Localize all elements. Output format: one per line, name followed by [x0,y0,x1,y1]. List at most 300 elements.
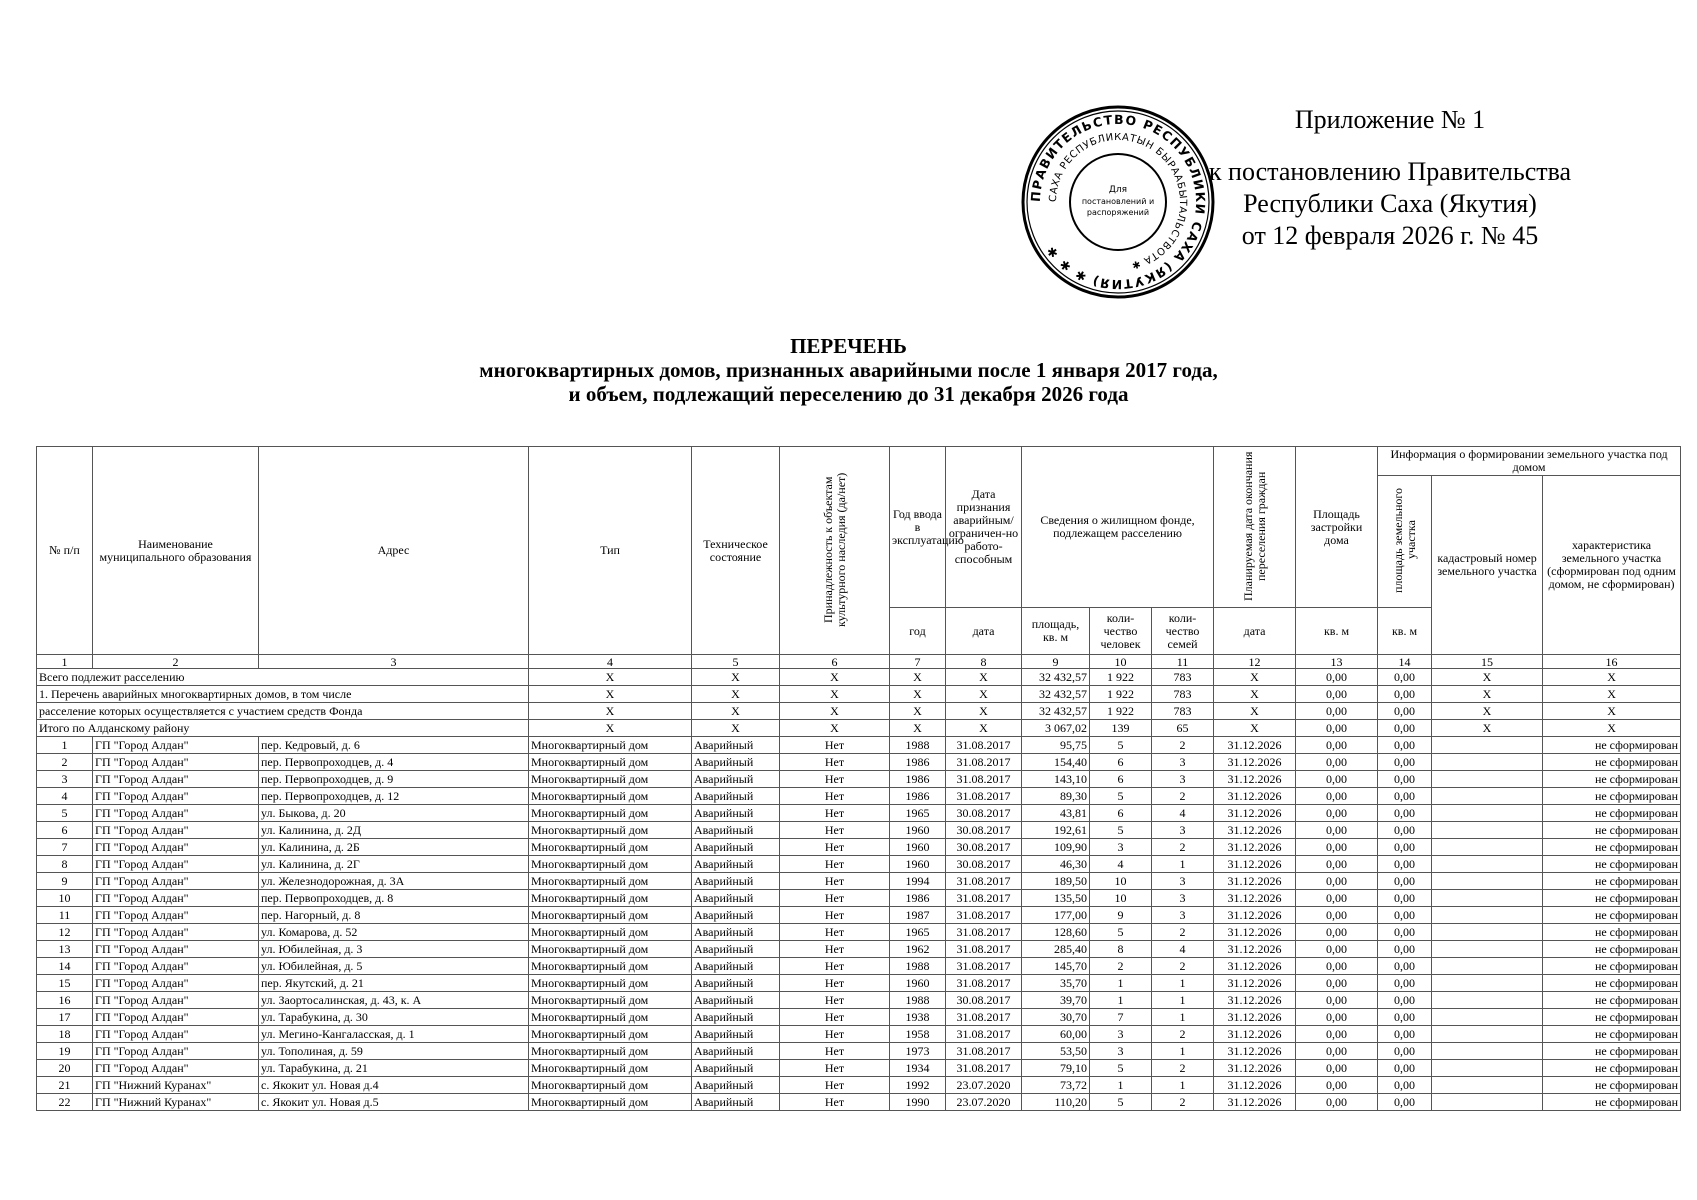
families-cell: 2 [1152,788,1214,805]
row-number: 20 [37,1060,93,1077]
families-cell: 3 [1152,907,1214,924]
table-row [37,924,1681,941]
summary-cell: X [692,686,780,703]
date-cell: 31.08.2017 [946,1043,1022,1060]
address-cell: ул. Заортосалинская, д. 43, к. А [259,992,529,1009]
land-area-cell: 0,00 [1378,1009,1432,1026]
municipality-cell: ГП "Нижний Куранах" [93,1094,259,1111]
header-housing-group: Сведения о жилищном фонде, подлежащем расселению [1022,447,1214,608]
summary-cell: X [780,686,890,703]
date-cell: 31.08.2017 [946,941,1022,958]
row-number: 22 [37,1094,93,1111]
table-row [37,839,1681,856]
column-number: 1 [37,655,93,669]
condition-cell: Аварийный [692,1077,780,1094]
land-char-cell: не сформирован [1543,1009,1681,1026]
families-cell: 1 [1152,856,1214,873]
planned-date-cell: 31.12.2026 [1214,992,1296,1009]
build-area-cell: 0,00 [1296,771,1378,788]
cadastral-cell [1432,873,1543,890]
area-cell: 95,75 [1022,737,1090,754]
summary-label: Всего подлежит расселению [37,669,529,686]
municipality-cell: ГП "Город Алдан" [93,771,259,788]
land-area-cell: 0,00 [1378,873,1432,890]
summary-cell: X [946,703,1022,720]
date-cell: 31.08.2017 [946,771,1022,788]
summary-cell: 32 432,57 [1022,703,1090,720]
cadastral-cell [1432,1026,1543,1043]
cadastral-cell [1432,856,1543,873]
header-year-unit: год [890,608,946,655]
build-area-cell: 0,00 [1296,958,1378,975]
families-cell: 1 [1152,1043,1214,1060]
area-cell: 145,70 [1022,958,1090,975]
municipality-cell: ГП "Город Алдан" [93,754,259,771]
header-cadastral: кадастровый номер земельного участка [1432,476,1543,655]
heritage-cell: Нет [780,839,890,856]
municipality-cell: ГП "Нижний Куранах" [93,1077,259,1094]
people-cell: 9 [1090,907,1152,924]
table-row [37,771,1681,788]
row-number: 17 [37,1009,93,1026]
type-cell: Многоквартирный дом [529,890,692,907]
area-cell: 30,70 [1022,1009,1090,1026]
address-cell: ул. Комарова, д. 52 [259,924,529,941]
land-char-cell: не сформирован [1543,1026,1681,1043]
year-cell: 1962 [890,941,946,958]
municipality-cell: ГП "Город Алдан" [93,873,259,890]
cadastral-cell [1432,839,1543,856]
build-area-cell: 0,00 [1296,839,1378,856]
summary-cell: 65 [1152,720,1214,737]
cadastral-cell [1432,805,1543,822]
type-cell: Многоквартирный дом [529,822,692,839]
planned-date-cell: 31.12.2026 [1214,839,1296,856]
municipality-cell: ГП "Город Алдан" [93,1060,259,1077]
condition-cell: Аварийный [692,1009,780,1026]
heritage-cell: Нет [780,924,890,941]
year-cell: 1986 [890,890,946,907]
land-area-cell: 0,00 [1378,941,1432,958]
address-cell: ул. Тополиная, д. 59 [259,1043,529,1060]
municipality-cell: ГП "Город Алдан" [93,1026,259,1043]
summary-cell: X [1543,720,1681,737]
cadastral-cell [1432,754,1543,771]
column-number: 8 [946,655,1022,669]
summary-cell: 0,00 [1296,720,1378,737]
heritage-cell: Нет [780,890,890,907]
header-people: коли-чество человек [1090,608,1152,655]
land-char-cell: не сформирован [1543,1060,1681,1077]
type-cell: Многоквартирный дом [529,941,692,958]
row-number: 1 [37,737,93,754]
planned-date-cell: 31.12.2026 [1214,1026,1296,1043]
land-area-cell: 0,00 [1378,992,1432,1009]
address-cell: пер. Первопроходцев, д. 9 [259,771,529,788]
summary-cell: X [1214,720,1296,737]
year-cell: 1973 [890,1043,946,1060]
condition-cell: Аварийный [692,907,780,924]
municipality-cell: ГП "Город Алдан" [93,907,259,924]
summary-cell: 0,00 [1378,703,1432,720]
heritage-cell: Нет [780,1043,890,1060]
type-cell: Многоквартирный дом [529,856,692,873]
header-num: № п/п [37,447,93,655]
land-char-cell: не сформирован [1543,839,1681,856]
cadastral-cell [1432,822,1543,839]
families-cell: 4 [1152,941,1214,958]
type-cell: Многоквартирный дом [529,873,692,890]
summary-cell: 0,00 [1378,686,1432,703]
column-number: 11 [1152,655,1214,669]
heritage-cell: Нет [780,1077,890,1094]
heritage-cell: Нет [780,992,890,1009]
table-row [37,958,1681,975]
appendix-line-3: от 12 февраля 2026 г. № 45 [1241,221,1539,250]
cadastral-cell [1432,924,1543,941]
municipality-cell: ГП "Город Алдан" [93,924,259,941]
people-cell: 5 [1090,1060,1152,1077]
area-cell: 79,10 [1022,1060,1090,1077]
date-cell: 31.08.2017 [946,907,1022,924]
cadastral-cell [1432,1043,1543,1060]
date-cell: 30.08.2017 [946,822,1022,839]
address-cell: ул. Калинина, д. 2Д [259,822,529,839]
build-area-cell: 0,00 [1296,907,1378,924]
condition-cell: Аварийный [692,958,780,975]
area-cell: 177,00 [1022,907,1090,924]
address-cell: пер. Нагорный, д. 8 [259,907,529,924]
land-char-cell: не сформирован [1543,924,1681,941]
area-cell: 53,50 [1022,1043,1090,1060]
land-char-cell: не сформирован [1543,907,1681,924]
header-planned-unit: дата [1214,608,1296,655]
land-area-cell: 0,00 [1378,856,1432,873]
families-cell: 1 [1152,1077,1214,1094]
families-cell: 3 [1152,890,1214,907]
header-land-area-unit: кв. м [1378,608,1432,655]
land-area-cell: 0,00 [1378,924,1432,941]
planned-date-cell: 31.12.2026 [1214,907,1296,924]
row-number: 4 [37,788,93,805]
heritage-cell: Нет [780,975,890,992]
families-cell: 2 [1152,1094,1214,1111]
year-cell: 1986 [890,771,946,788]
date-cell: 31.08.2017 [946,975,1022,992]
families-cell: 3 [1152,771,1214,788]
summary-cell: X [780,703,890,720]
type-cell: Многоквартирный дом [529,992,692,1009]
row-number: 9 [37,873,93,890]
year-cell: 1992 [890,1077,946,1094]
build-area-cell: 0,00 [1296,754,1378,771]
header-families: коли-чество семей [1152,608,1214,655]
summary-cell: 1 922 [1090,669,1152,686]
condition-cell: Аварийный [692,754,780,771]
land-char-cell: не сформирован [1543,1043,1681,1060]
heritage-cell: Нет [780,958,890,975]
condition-cell: Аварийный [692,873,780,890]
build-area-cell: 0,00 [1296,975,1378,992]
municipality-cell: ГП "Город Алдан" [93,1043,259,1060]
row-number: 16 [37,992,93,1009]
column-number: 2 [93,655,259,669]
column-numbers-row [37,655,1681,669]
summary-row [37,686,1681,703]
land-char-cell: не сформирован [1543,822,1681,839]
summary-cell: X [780,720,890,737]
condition-cell: Аварийный [692,839,780,856]
year-cell: 1934 [890,1060,946,1077]
land-area-cell: 0,00 [1378,907,1432,924]
summary-cell: 32 432,57 [1022,669,1090,686]
planned-date-cell: 31.12.2026 [1214,822,1296,839]
row-number: 18 [37,1026,93,1043]
table-row [37,822,1681,839]
table-row [37,941,1681,958]
row-number: 5 [37,805,93,822]
svg-text:постановлений и: постановлений и [1081,197,1155,206]
cadastral-cell [1432,907,1543,924]
table-row [37,1043,1681,1060]
land-char-cell: не сформирован [1543,1077,1681,1094]
date-cell: 31.08.2017 [946,754,1022,771]
families-cell: 2 [1152,1026,1214,1043]
condition-cell: Аварийный [692,1026,780,1043]
table-row [37,805,1681,822]
area-cell: 60,00 [1022,1026,1090,1043]
build-area-cell: 0,00 [1296,805,1378,822]
condition-cell: Аварийный [692,941,780,958]
summary-cell: X [890,720,946,737]
families-cell: 3 [1152,822,1214,839]
address-cell: с. Якокит ул. Новая д.5 [259,1094,529,1111]
document-subtitle-1: многоквартирных домов, признанных аварийными после 1 января 2017 года, [479,358,1218,382]
type-cell: Многоквартирный дом [529,975,692,992]
document-heading [0,334,1697,406]
condition-cell: Аварийный [692,890,780,907]
summary-cell: 139 [1090,720,1152,737]
column-number: 13 [1296,655,1378,669]
people-cell: 1 [1090,1077,1152,1094]
year-cell: 1988 [890,992,946,1009]
land-area-cell: 0,00 [1378,1043,1432,1060]
families-cell: 1 [1152,975,1214,992]
planned-date-cell: 31.12.2026 [1214,873,1296,890]
table-row [37,856,1681,873]
header-type: Тип [529,447,692,655]
summary-cell: X [692,703,780,720]
cadastral-cell [1432,771,1543,788]
heritage-cell: Нет [780,873,890,890]
column-number: 12 [1214,655,1296,669]
row-number: 11 [37,907,93,924]
summary-cell: X [1543,703,1681,720]
row-number: 8 [37,856,93,873]
area-cell: 154,40 [1022,754,1090,771]
heritage-cell: Нет [780,856,890,873]
area-cell: 43,81 [1022,805,1090,822]
summary-cell: X [1214,669,1296,686]
column-number: 7 [890,655,946,669]
summary-cell: 0,00 [1296,686,1378,703]
type-cell: Многоквартирный дом [529,1009,692,1026]
people-cell: 3 [1090,839,1152,856]
municipality-cell: ГП "Город Алдан" [93,1009,259,1026]
land-area-cell: 0,00 [1378,1026,1432,1043]
table-row [37,1060,1681,1077]
year-cell: 1938 [890,1009,946,1026]
date-cell: 31.08.2017 [946,924,1022,941]
cadastral-cell [1432,975,1543,992]
column-number: 14 [1378,655,1432,669]
row-number: 3 [37,771,93,788]
planned-date-cell: 31.12.2026 [1214,805,1296,822]
people-cell: 3 [1090,1026,1152,1043]
cadastral-cell [1432,958,1543,975]
row-number: 21 [37,1077,93,1094]
area-cell: 39,70 [1022,992,1090,1009]
header-build-area-unit: кв. м [1296,608,1378,655]
cadastral-cell [1432,890,1543,907]
heritage-cell: Нет [780,907,890,924]
summary-row [37,720,1681,737]
heritage-cell: Нет [780,941,890,958]
municipality-cell: ГП "Город Алдан" [93,822,259,839]
condition-cell: Аварийный [692,805,780,822]
cadastral-cell [1432,1094,1543,1111]
land-char-cell: не сформирован [1543,1094,1681,1111]
type-cell: Многоквартирный дом [529,1077,692,1094]
header-date-unit: дата [946,608,1022,655]
address-cell: пер. Первопроходцев, д. 8 [259,890,529,907]
heritage-cell: Нет [780,1009,890,1026]
people-cell: 6 [1090,805,1152,822]
date-cell: 31.08.2017 [946,788,1022,805]
land-char-cell: не сформирован [1543,771,1681,788]
municipality-cell: ГП "Город Алдан" [93,856,259,873]
header-heritage: Принадлежность к объектам культурного наследия (да/нет) [780,447,890,655]
planned-date-cell: 31.12.2026 [1214,890,1296,907]
header-address: Адрес [259,447,529,655]
column-number: 3 [259,655,529,669]
people-cell: 7 [1090,1009,1152,1026]
svg-text:САХА РЕСПУБЛИКАТЫН БЫРААБЫТАЛЬ: САХА РЕСПУБЛИКАТЫН БЫРААБЫТАЛЬСТВОТА ✱ [1047,131,1189,271]
table-row [37,1026,1681,1043]
planned-date-cell: 31.12.2026 [1214,856,1296,873]
land-char-cell: не сформирован [1543,805,1681,822]
table-body [37,669,1681,1111]
planned-date-cell: 31.12.2026 [1214,788,1296,805]
table-row [37,975,1681,992]
families-cell: 2 [1152,737,1214,754]
families-cell: 2 [1152,924,1214,941]
year-cell: 1990 [890,1094,946,1111]
table-row [37,1094,1681,1111]
land-area-cell: 0,00 [1378,754,1432,771]
summary-cell: 1 922 [1090,703,1152,720]
heritage-cell: Нет [780,788,890,805]
summary-cell: X [1432,669,1543,686]
planned-date-cell: 31.12.2026 [1214,1094,1296,1111]
land-char-cell: не сформирован [1543,873,1681,890]
summary-cell: X [692,669,780,686]
address-cell: ул. Юбилейная, д. 5 [259,958,529,975]
summary-cell: X [1543,669,1681,686]
land-char-cell: не сформирован [1543,737,1681,754]
build-area-cell: 0,00 [1296,924,1378,941]
planned-date-cell: 31.12.2026 [1214,1077,1296,1094]
address-cell: пер. Первопроходцев, д. 4 [259,754,529,771]
summary-cell: 783 [1152,686,1214,703]
date-cell: 31.08.2017 [946,737,1022,754]
area-cell: 109,90 [1022,839,1090,856]
header-municipality: Наименование муниципального образования [93,447,259,655]
heritage-cell: Нет [780,1060,890,1077]
summary-cell: 32 432,57 [1022,686,1090,703]
people-cell: 3 [1090,1043,1152,1060]
summary-cell: X [890,686,946,703]
area-cell: 73,72 [1022,1077,1090,1094]
cadastral-cell [1432,1009,1543,1026]
people-cell: 5 [1090,737,1152,754]
table-row [37,890,1681,907]
municipality-cell: ГП "Город Алдан" [93,737,259,754]
municipality-cell: ГП "Город Алдан" [93,890,259,907]
condition-cell: Аварийный [692,788,780,805]
type-cell: Многоквартирный дом [529,1094,692,1111]
condition-cell: Аварийный [692,1043,780,1060]
area-cell: 110,20 [1022,1094,1090,1111]
table-row [37,737,1681,754]
date-cell: 30.08.2017 [946,856,1022,873]
build-area-cell: 0,00 [1296,737,1378,754]
planned-date-cell: 31.12.2026 [1214,958,1296,975]
header-condition: Техническое состояние [692,447,780,655]
address-cell: пер. Первопроходцев, д. 12 [259,788,529,805]
column-number: 15 [1432,655,1543,669]
cadastral-cell [1432,737,1543,754]
condition-cell: Аварийный [692,1094,780,1111]
summary-label: Итого по Алданскому району [37,720,529,737]
row-number: 19 [37,1043,93,1060]
year-cell: 1960 [890,822,946,839]
row-number: 13 [37,941,93,958]
cadastral-cell [1432,992,1543,1009]
heritage-cell: Нет [780,805,890,822]
condition-cell: Аварийный [692,1060,780,1077]
build-area-cell: 0,00 [1296,992,1378,1009]
condition-cell: Аварийный [692,992,780,1009]
date-cell: 31.08.2017 [946,873,1022,890]
land-area-cell: 0,00 [1378,839,1432,856]
summary-cell: 783 [1152,703,1214,720]
row-number: 15 [37,975,93,992]
planned-date-cell: 31.12.2026 [1214,941,1296,958]
municipality-cell: ГП "Город Алдан" [93,941,259,958]
table-row [37,1077,1681,1094]
header-build-area: Площадь застройки дома [1296,447,1378,608]
municipality-cell: ГП "Город Алдан" [93,839,259,856]
year-cell: 1960 [890,856,946,873]
document-title: ПЕРЕЧЕНЬ [790,334,907,358]
municipality-cell: ГП "Город Алдан" [93,805,259,822]
heritage-cell: Нет [780,737,890,754]
planned-date-cell: 31.12.2026 [1214,1009,1296,1026]
families-cell: 2 [1152,1060,1214,1077]
type-cell: Многоквартирный дом [529,1043,692,1060]
year-cell: 1986 [890,788,946,805]
